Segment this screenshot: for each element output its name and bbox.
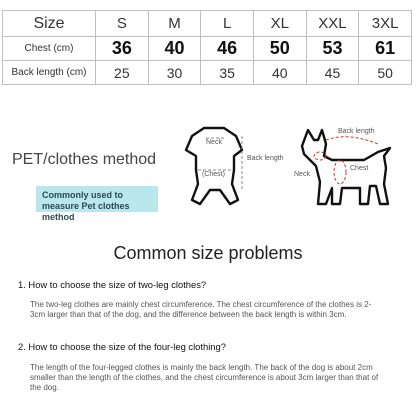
chest-row (3, 37, 412, 61)
size-header-cell: L (201, 11, 254, 37)
table-cell: 50 (359, 61, 412, 85)
size-header-cell: XXL (306, 11, 359, 37)
table-cell: 40 (148, 37, 201, 61)
table-cell: 25 (96, 61, 149, 85)
table-cell: 61 (359, 37, 412, 61)
clothes-neck-label: Neck (206, 139, 222, 146)
dog-back-label: Back length (338, 128, 375, 135)
dog-outline (302, 130, 390, 204)
clothes-diagram (168, 124, 290, 214)
size-header-label: Size (3, 11, 96, 37)
table-cell: 40 (253, 61, 306, 85)
table-cell: 45 (306, 61, 359, 85)
table-cell: 30 (148, 61, 201, 85)
answer-2: The length of the four-legged clothes is mainly the back length. The back of the dog is about 2cm smaller than the length of the clothes, and the chest circumference is about 3cm larger than that of the dog. (30, 363, 379, 392)
table-cell: 36 (96, 37, 149, 61)
problems-title: Common size problems (113, 243, 303, 263)
clothes-chest-label: (Chest) (202, 171, 225, 178)
table-cell: 50 (253, 37, 306, 61)
question-1: 1. How to choose the size of two-leg clothes? (18, 279, 207, 290)
answer-1: The two-leg clothes are mainly chest circumference. The chest circumference of the clothes is 2-3cm larger than that of the dog, and the difference between the back length is within 3cm. (30, 300, 372, 319)
size-header-cell: XL (253, 11, 306, 37)
question-2: 2. How to choose the size of the four-leg clothing? (18, 341, 226, 352)
method-title: PET/clothes method (12, 151, 157, 168)
row-label: Chest (cm) (3, 37, 96, 61)
dog-diagram (286, 122, 410, 216)
size-header-cell: S (96, 11, 149, 37)
size-table (2, 10, 412, 85)
dog-back-line (326, 137, 378, 144)
row-label: Back length (cm) (3, 61, 96, 85)
table-cell: 53 (306, 37, 359, 61)
method-note: Commonly used to measure Pet clothes method (36, 186, 158, 212)
table-cell: 35 (201, 61, 254, 85)
size-header-row (3, 11, 412, 37)
size-header-cell: 3XL (359, 11, 412, 37)
dog-chest-label: Chest (350, 165, 369, 172)
dog-neck-label: Neck (294, 171, 310, 178)
size-header-cell: M (148, 11, 201, 37)
clothes-back-label: Back length (247, 155, 284, 162)
table-cell: 46 (201, 37, 254, 61)
back-length-row (3, 61, 412, 85)
